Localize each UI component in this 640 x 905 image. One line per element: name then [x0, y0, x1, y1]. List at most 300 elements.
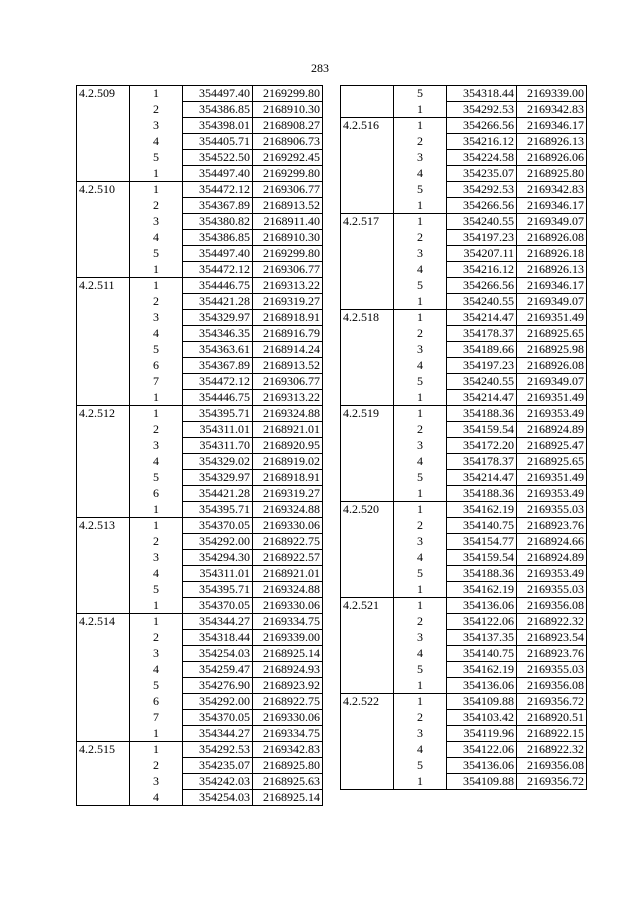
- point-cell: 5: [394, 278, 447, 294]
- table-row: [77, 470, 323, 486]
- section-cell: [341, 742, 394, 758]
- y-coordinate-cell: 2168921.01: [253, 566, 323, 582]
- y-coordinate-cell: 2169355.03: [517, 502, 587, 518]
- table-row: [77, 598, 323, 614]
- table-row: [77, 710, 323, 726]
- point-cell: 4: [130, 566, 183, 582]
- table-row: [341, 438, 587, 454]
- table-row: [341, 694, 587, 710]
- point-cell: 1: [394, 118, 447, 134]
- y-coordinate-cell: 2168916.79: [253, 326, 323, 342]
- y-coordinate-cell: 2169349.07: [517, 374, 587, 390]
- section-cell: [77, 534, 130, 550]
- y-coordinate-cell: 2168919.02: [253, 454, 323, 470]
- table-row: [341, 262, 587, 278]
- y-coordinate-cell: 2169330.06: [253, 598, 323, 614]
- section-cell: [341, 342, 394, 358]
- section-cell: [77, 598, 130, 614]
- point-cell: 1: [130, 742, 183, 758]
- point-cell: 1: [394, 102, 447, 118]
- point-cell: 3: [130, 438, 183, 454]
- section-cell: [341, 278, 394, 294]
- point-cell: 5: [130, 342, 183, 358]
- point-cell: 1: [130, 86, 183, 102]
- table-row: [77, 422, 323, 438]
- section-cell: [341, 150, 394, 166]
- point-cell: 3: [394, 150, 447, 166]
- y-coordinate-cell: 2169356.08: [517, 758, 587, 774]
- x-coordinate-cell: 354240.55: [447, 374, 517, 390]
- y-coordinate-cell: 2169356.72: [517, 694, 587, 710]
- point-cell: 1: [130, 614, 183, 630]
- x-coordinate-cell: 354137.35: [447, 630, 517, 646]
- y-coordinate-cell: 2168925.80: [253, 758, 323, 774]
- section-cell: 4.2.511: [77, 278, 130, 294]
- point-cell: 5: [130, 582, 183, 598]
- table-row: [77, 694, 323, 710]
- table-row: [341, 150, 587, 166]
- y-coordinate-cell: 2169356.72: [517, 774, 587, 790]
- point-cell: 4: [394, 262, 447, 278]
- section-cell: 4.2.510: [77, 182, 130, 198]
- section-cell: [77, 246, 130, 262]
- point-cell: 1: [394, 294, 447, 310]
- section-cell: [341, 326, 394, 342]
- x-coordinate-cell: 354254.03: [183, 790, 253, 806]
- x-coordinate-cell: 354197.23: [447, 358, 517, 374]
- y-coordinate-cell: 2169330.06: [253, 710, 323, 726]
- section-cell: [341, 102, 394, 118]
- x-coordinate-cell: 354235.07: [447, 166, 517, 182]
- table-row: [341, 390, 587, 406]
- section-cell: [77, 166, 130, 182]
- table-row: [77, 550, 323, 566]
- table-row: [77, 278, 323, 294]
- table-row: [77, 758, 323, 774]
- point-cell: 6: [130, 694, 183, 710]
- y-coordinate-cell: 2168924.89: [517, 422, 587, 438]
- section-cell: [77, 342, 130, 358]
- x-coordinate-cell: 354395.71: [183, 406, 253, 422]
- x-coordinate-cell: 354472.12: [183, 182, 253, 198]
- table-row: [341, 342, 587, 358]
- section-cell: [341, 230, 394, 246]
- point-cell: 6: [130, 486, 183, 502]
- table-row: [341, 502, 587, 518]
- x-coordinate-cell: 354370.05: [183, 710, 253, 726]
- y-coordinate-cell: 2168922.75: [253, 534, 323, 550]
- y-coordinate-cell: 2168920.95: [253, 438, 323, 454]
- x-coordinate-cell: 354266.56: [447, 198, 517, 214]
- point-cell: 2: [130, 294, 183, 310]
- x-coordinate-cell: 354235.07: [183, 758, 253, 774]
- table-row: [341, 134, 587, 150]
- section-cell: 4.2.518: [341, 310, 394, 326]
- section-cell: [77, 150, 130, 166]
- point-cell: 4: [394, 358, 447, 374]
- section-cell: 4.2.519: [341, 406, 394, 422]
- y-coordinate-cell: 2169353.49: [517, 406, 587, 422]
- table-row: [77, 534, 323, 550]
- point-cell: 2: [394, 326, 447, 342]
- point-cell: 1: [130, 406, 183, 422]
- y-coordinate-cell: 2169349.07: [517, 294, 587, 310]
- x-coordinate-cell: 354240.55: [447, 294, 517, 310]
- y-coordinate-cell: 2168914.24: [253, 342, 323, 358]
- table-row: [77, 518, 323, 534]
- table-row: [341, 726, 587, 742]
- point-cell: 1: [394, 582, 447, 598]
- y-coordinate-cell: 2169355.03: [517, 582, 587, 598]
- y-coordinate-cell: 2169351.49: [517, 470, 587, 486]
- x-coordinate-cell: 354344.27: [183, 614, 253, 630]
- x-coordinate-cell: 354162.19: [447, 502, 517, 518]
- point-cell: 1: [130, 502, 183, 518]
- y-coordinate-cell: 2168926.13: [517, 262, 587, 278]
- point-cell: 1: [394, 598, 447, 614]
- section-cell: [77, 550, 130, 566]
- section-cell: [341, 678, 394, 694]
- x-coordinate-cell: 354178.37: [447, 454, 517, 470]
- table-row: [341, 662, 587, 678]
- section-cell: [341, 582, 394, 598]
- point-cell: 5: [130, 470, 183, 486]
- section-cell: [77, 294, 130, 310]
- section-cell: [341, 422, 394, 438]
- x-coordinate-cell: 354197.23: [447, 230, 517, 246]
- x-coordinate-cell: 354318.44: [183, 630, 253, 646]
- point-cell: 1: [130, 598, 183, 614]
- y-coordinate-cell: 2168925.47: [517, 438, 587, 454]
- section-cell: [77, 678, 130, 694]
- table-row: [341, 534, 587, 550]
- point-cell: 6: [130, 358, 183, 374]
- point-cell: 5: [394, 566, 447, 582]
- point-cell: 5: [394, 470, 447, 486]
- point-cell: 5: [130, 150, 183, 166]
- point-cell: 4: [130, 230, 183, 246]
- x-coordinate-cell: 354395.71: [183, 502, 253, 518]
- point-cell: 2: [130, 758, 183, 774]
- section-cell: [77, 214, 130, 230]
- y-coordinate-cell: 2169313.22: [253, 278, 323, 294]
- table-row: [341, 230, 587, 246]
- table-row: [77, 774, 323, 790]
- table-row: [77, 326, 323, 342]
- point-cell: 1: [130, 518, 183, 534]
- y-coordinate-cell: 2168925.14: [253, 646, 323, 662]
- x-coordinate-cell: 354119.96: [447, 726, 517, 742]
- point-cell: 3: [394, 726, 447, 742]
- y-coordinate-cell: 2168925.63: [253, 774, 323, 790]
- point-cell: 1: [130, 166, 183, 182]
- x-coordinate-cell: 354292.53: [447, 102, 517, 118]
- point-cell: 5: [394, 182, 447, 198]
- table-row: [77, 182, 323, 198]
- section-cell: [77, 774, 130, 790]
- coordinates-table-right: [340, 85, 587, 790]
- x-coordinate-cell: 354240.55: [447, 214, 517, 230]
- section-cell: [341, 262, 394, 278]
- x-coordinate-cell: 354122.06: [447, 614, 517, 630]
- table-row: [77, 214, 323, 230]
- section-cell: [77, 230, 130, 246]
- table-row: [77, 166, 323, 182]
- x-coordinate-cell: 354497.40: [183, 86, 253, 102]
- section-cell: [341, 630, 394, 646]
- table-row: [341, 758, 587, 774]
- table-row: [341, 470, 587, 486]
- table-row: [77, 678, 323, 694]
- point-cell: 3: [130, 214, 183, 230]
- table-row: [341, 294, 587, 310]
- point-cell: 1: [394, 678, 447, 694]
- point-cell: 1: [394, 198, 447, 214]
- section-cell: [77, 454, 130, 470]
- y-coordinate-cell: 2168925.65: [517, 326, 587, 342]
- section-cell: [341, 246, 394, 262]
- section-cell: [77, 262, 130, 278]
- table-row: [341, 374, 587, 390]
- x-coordinate-cell: 354367.89: [183, 358, 253, 374]
- table-row: [341, 182, 587, 198]
- y-coordinate-cell: 2169339.00: [253, 630, 323, 646]
- x-coordinate-cell: 354292.53: [183, 742, 253, 758]
- section-cell: [341, 470, 394, 486]
- table-row: [341, 742, 587, 758]
- x-coordinate-cell: 354292.00: [183, 694, 253, 710]
- point-cell: 4: [394, 166, 447, 182]
- y-coordinate-cell: 2169306.77: [253, 182, 323, 198]
- table-row: [341, 310, 587, 326]
- section-cell: [341, 566, 394, 582]
- y-coordinate-cell: 2169353.49: [517, 486, 587, 502]
- y-coordinate-cell: 2168923.54: [517, 630, 587, 646]
- y-coordinate-cell: 2168923.76: [517, 518, 587, 534]
- point-cell: 4: [394, 646, 447, 662]
- x-coordinate-cell: 354136.06: [447, 598, 517, 614]
- y-coordinate-cell: 2168926.18: [517, 246, 587, 262]
- y-coordinate-cell: 2169299.80: [253, 246, 323, 262]
- x-coordinate-cell: 354172.20: [447, 438, 517, 454]
- point-cell: 1: [394, 214, 447, 230]
- x-coordinate-cell: 354318.44: [447, 86, 517, 102]
- page-number: 283: [311, 61, 329, 75]
- point-cell: 3: [130, 646, 183, 662]
- section-cell: [341, 646, 394, 662]
- y-coordinate-cell: 2168911.40: [253, 214, 323, 230]
- x-coordinate-cell: 354380.82: [183, 214, 253, 230]
- y-coordinate-cell: 2168913.52: [253, 358, 323, 374]
- y-coordinate-cell: 2168922.75: [253, 694, 323, 710]
- x-coordinate-cell: 354276.90: [183, 678, 253, 694]
- x-coordinate-cell: 354311.01: [183, 566, 253, 582]
- point-cell: 3: [130, 118, 183, 134]
- table-row: [77, 198, 323, 214]
- x-coordinate-cell: 354214.47: [447, 470, 517, 486]
- point-cell: 5: [394, 374, 447, 390]
- point-cell: 2: [130, 198, 183, 214]
- y-coordinate-cell: 2168926.06: [517, 150, 587, 166]
- x-coordinate-cell: 354294.30: [183, 550, 253, 566]
- x-coordinate-cell: 354311.01: [183, 422, 253, 438]
- section-cell: [77, 374, 130, 390]
- y-coordinate-cell: 2169356.08: [517, 678, 587, 694]
- point-cell: 2: [394, 134, 447, 150]
- section-cell: [341, 662, 394, 678]
- x-coordinate-cell: 354159.54: [447, 422, 517, 438]
- section-cell: 4.2.512: [77, 406, 130, 422]
- point-cell: 7: [130, 374, 183, 390]
- y-coordinate-cell: 2169342.83: [253, 742, 323, 758]
- point-cell: 1: [130, 726, 183, 742]
- table-row: [77, 150, 323, 166]
- table-row: [341, 710, 587, 726]
- y-coordinate-cell: 2168924.66: [517, 534, 587, 550]
- section-cell: 4.2.513: [77, 518, 130, 534]
- section-cell: [77, 502, 130, 518]
- point-cell: 2: [394, 422, 447, 438]
- y-coordinate-cell: 2169292.45: [253, 150, 323, 166]
- x-coordinate-cell: 354109.88: [447, 694, 517, 710]
- y-coordinate-cell: 2169324.88: [253, 582, 323, 598]
- x-coordinate-cell: 354189.66: [447, 342, 517, 358]
- x-coordinate-cell: 354311.70: [183, 438, 253, 454]
- table-row: [77, 566, 323, 582]
- section-cell: 4.2.522: [341, 694, 394, 710]
- y-coordinate-cell: 2168922.57: [253, 550, 323, 566]
- x-coordinate-cell: 354370.05: [183, 598, 253, 614]
- point-cell: 5: [394, 86, 447, 102]
- table-row: [341, 278, 587, 294]
- x-coordinate-cell: 354405.71: [183, 134, 253, 150]
- table-row: [341, 246, 587, 262]
- table-row: [77, 742, 323, 758]
- section-cell: [77, 438, 130, 454]
- section-cell: [77, 726, 130, 742]
- section-cell: [77, 710, 130, 726]
- table-row: [341, 550, 587, 566]
- section-cell: [77, 422, 130, 438]
- point-cell: 3: [394, 342, 447, 358]
- y-coordinate-cell: 2168908.27: [253, 118, 323, 134]
- section-cell: 4.2.516: [341, 118, 394, 134]
- x-coordinate-cell: 354329.02: [183, 454, 253, 470]
- x-coordinate-cell: 354472.12: [183, 374, 253, 390]
- table-row: [341, 86, 587, 102]
- point-cell: 5: [130, 246, 183, 262]
- section-cell: [77, 118, 130, 134]
- y-coordinate-cell: 2169319.27: [253, 486, 323, 502]
- point-cell: 3: [394, 630, 447, 646]
- section-cell: [77, 790, 130, 806]
- point-cell: 4: [130, 326, 183, 342]
- table-row: [77, 294, 323, 310]
- x-coordinate-cell: 354122.06: [447, 742, 517, 758]
- point-cell: 2: [394, 710, 447, 726]
- section-cell: 4.2.517: [341, 214, 394, 230]
- table-row: [341, 646, 587, 662]
- point-cell: 2: [394, 230, 447, 246]
- section-cell: [341, 774, 394, 790]
- section-cell: [341, 438, 394, 454]
- point-cell: 2: [130, 534, 183, 550]
- section-cell: [77, 758, 130, 774]
- section-cell: [341, 758, 394, 774]
- section-cell: [341, 614, 394, 630]
- x-coordinate-cell: 354421.28: [183, 486, 253, 502]
- y-coordinate-cell: 2168926.13: [517, 134, 587, 150]
- x-coordinate-cell: 354398.01: [183, 118, 253, 134]
- y-coordinate-cell: 2168922.32: [517, 614, 587, 630]
- x-coordinate-cell: 354522.50: [183, 150, 253, 166]
- x-coordinate-cell: 354386.85: [183, 230, 253, 246]
- x-coordinate-cell: 354216.12: [447, 134, 517, 150]
- table-row: [77, 374, 323, 390]
- section-cell: [341, 358, 394, 374]
- section-cell: [341, 454, 394, 470]
- table-row: [77, 502, 323, 518]
- y-coordinate-cell: 2168906.73: [253, 134, 323, 150]
- section-cell: [341, 134, 394, 150]
- x-coordinate-cell: 354207.11: [447, 246, 517, 262]
- y-coordinate-cell: 2168918.91: [253, 310, 323, 326]
- y-coordinate-cell: 2168910.30: [253, 230, 323, 246]
- table-row: [341, 454, 587, 470]
- section-cell: [341, 166, 394, 182]
- y-coordinate-cell: 2169334.75: [253, 726, 323, 742]
- y-coordinate-cell: 2169339.00: [517, 86, 587, 102]
- point-cell: 2: [130, 422, 183, 438]
- y-coordinate-cell: 2169299.80: [253, 86, 323, 102]
- point-cell: 4: [130, 134, 183, 150]
- point-cell: 2: [130, 630, 183, 646]
- x-coordinate-cell: 354446.75: [183, 278, 253, 294]
- table-row: [341, 630, 587, 646]
- point-cell: 1: [394, 486, 447, 502]
- x-coordinate-cell: 354140.75: [447, 518, 517, 534]
- y-coordinate-cell: 2168925.80: [517, 166, 587, 182]
- coordinates-table-left: [76, 85, 323, 806]
- section-cell: 4.2.509: [77, 86, 130, 102]
- x-coordinate-cell: 354386.85: [183, 102, 253, 118]
- table-row: [77, 390, 323, 406]
- section-cell: [341, 294, 394, 310]
- section-cell: [77, 470, 130, 486]
- point-cell: 3: [130, 550, 183, 566]
- x-coordinate-cell: 354214.47: [447, 390, 517, 406]
- x-coordinate-cell: 354266.56: [447, 118, 517, 134]
- table-row: [77, 438, 323, 454]
- y-coordinate-cell: 2169342.83: [517, 182, 587, 198]
- x-coordinate-cell: 354224.58: [447, 150, 517, 166]
- table-body-right: [341, 86, 587, 790]
- table-row: [341, 774, 587, 790]
- x-coordinate-cell: 354329.97: [183, 310, 253, 326]
- section-cell: 4.2.514: [77, 614, 130, 630]
- x-coordinate-cell: 354188.36: [447, 486, 517, 502]
- section-cell: [341, 86, 394, 102]
- section-cell: [77, 310, 130, 326]
- section-cell: [77, 630, 130, 646]
- y-coordinate-cell: 2169306.77: [253, 374, 323, 390]
- y-coordinate-cell: 2169299.80: [253, 166, 323, 182]
- table-row: [77, 726, 323, 742]
- table-row: [341, 326, 587, 342]
- table-row: [341, 102, 587, 118]
- y-coordinate-cell: 2168913.52: [253, 198, 323, 214]
- y-coordinate-cell: 2169306.77: [253, 262, 323, 278]
